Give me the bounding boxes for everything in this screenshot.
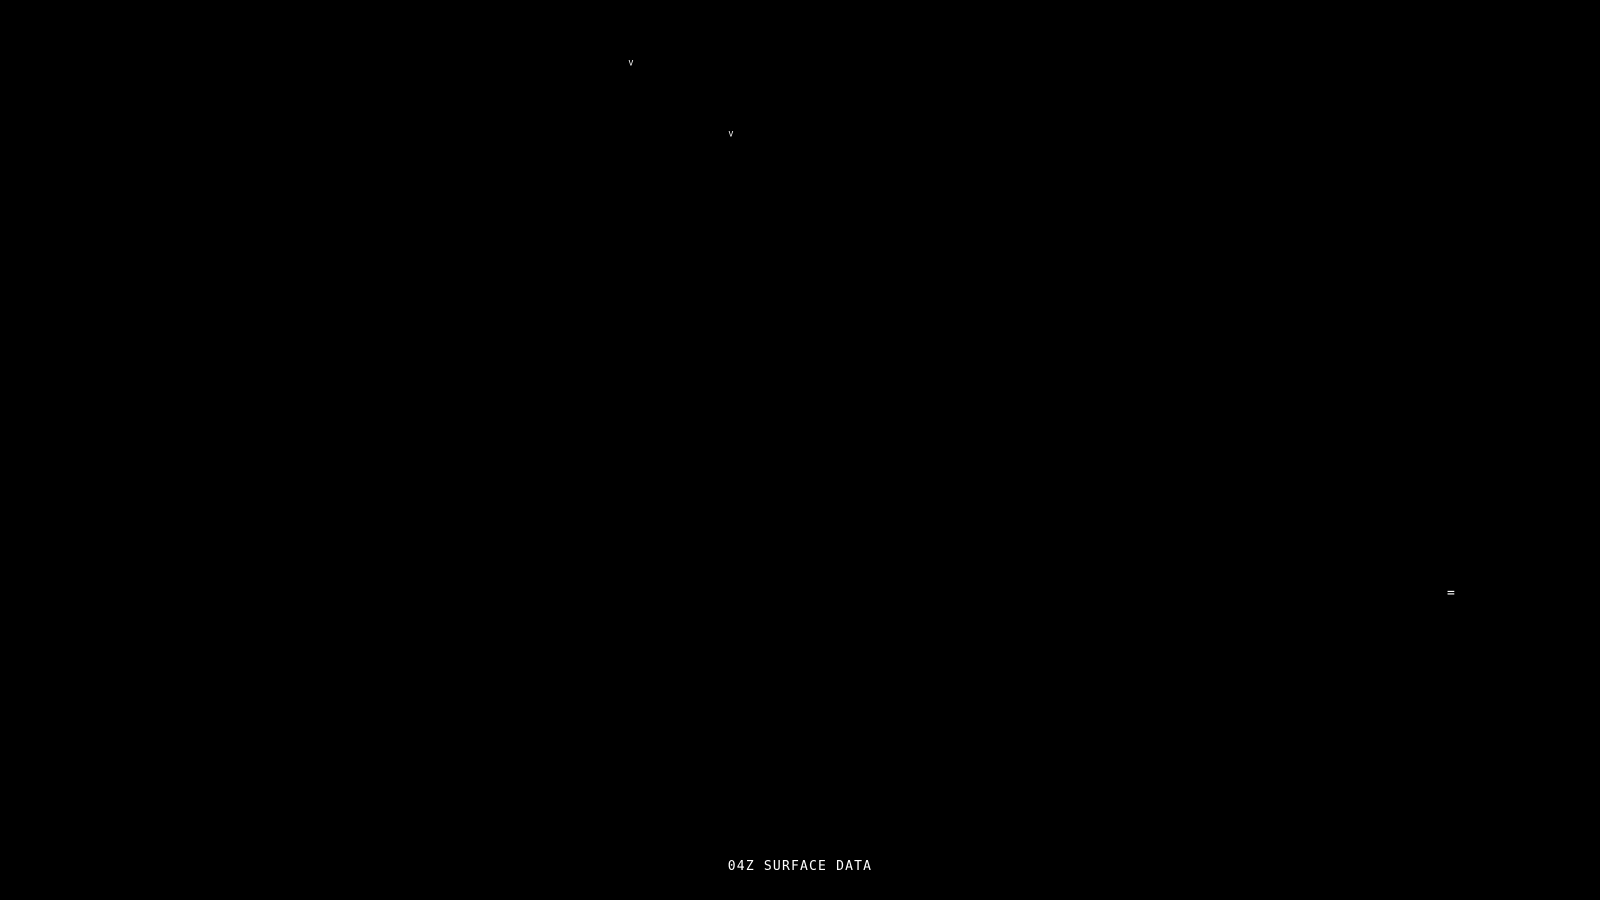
- station-marker-north-icon: ⱽ: [627, 59, 635, 74]
- map-caption: 04Z SURFACE DATA: [727, 859, 873, 874]
- station-marker-central-icon: ⱽ: [727, 130, 735, 145]
- station-marker-east-icon: =: [1447, 586, 1455, 601]
